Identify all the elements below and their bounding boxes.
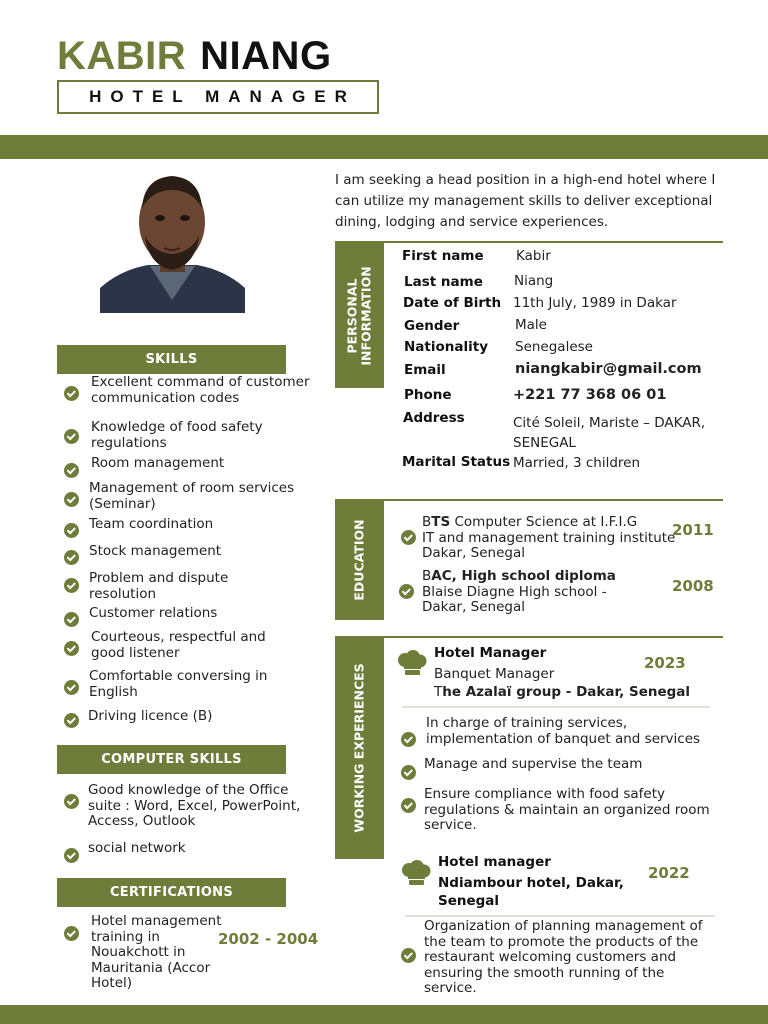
job-title: HOTEL MANAGER [89,87,356,106]
education-top-rule [335,499,723,501]
chef-hat-icon [400,860,432,890]
job-task: Organization of planning management of the team to promote the products of the restaurant welcoming customers and ensuring the smooth running of the service. [424,918,703,996]
personal-top-rule [335,241,723,243]
value-gender: Male [515,317,547,333]
last-name: NIANG [200,34,332,78]
work-label-bar [335,637,384,859]
label-email: Email [404,362,446,378]
label-date-of-birth: Date of Birth [403,295,502,311]
education-label: EDUCATION [351,519,367,601]
job-task: Manage and supervise the team [424,756,643,772]
skill-item: Room management [91,455,225,471]
value-last-name: Niang [514,273,554,289]
label-phone: Phone [404,387,452,403]
job-year-2023: 2023 [644,654,686,672]
education-item-bac: BAC, High school diploma Blaise Diagne High school - Dakar, Senegal [422,568,616,615]
job-title-hotel-manager-2: Hotel manager [438,854,551,870]
label-first-name: First name [402,248,484,264]
job-company-line2: Senegal [438,893,500,909]
check-icon [64,487,79,507]
computer-skill-item: social network [88,840,186,856]
job-divider [402,706,710,708]
check-icon [401,943,416,963]
value-phone: +221 77 368 06 01 [513,387,667,403]
skill-item: Customer relations [89,605,218,621]
first-name: KABIR [57,34,187,78]
skill-item: Comfortable conversing in English [89,668,268,700]
check-icon [399,579,414,599]
skill-item: Team coordination [89,516,214,532]
value-first-name: Kabir [516,248,551,264]
certification-item: Hotel management training in Nouakchott in Mauritania (Accor Hotel) [91,913,222,991]
job-divider [405,915,715,917]
education-year-2011: 2011 [672,521,714,539]
check-icon [64,607,79,627]
check-icon [64,518,79,538]
check-icon [64,381,79,401]
check-icon [401,525,416,545]
candidate-name [57,34,332,78]
computer-skill-item: Good knowledge of the Office suite : Word, Excel, PowerPoint, Access, Outlook [88,782,301,829]
skill-item: Driving licence (B) [88,708,213,724]
job-title-box [57,80,379,114]
chef-hat-icon [396,650,428,680]
check-icon [64,843,79,863]
education-item-bts: BTS Computer Science at I.F.I.G IT and management training institute Dakar, Senegal [422,514,676,561]
computer-skills-heading: COMPUTER SKILLS [57,745,286,774]
label-nationality: Nationality [404,339,488,355]
check-icon [64,545,79,565]
education-label-bar [335,500,384,620]
work-label: WORKING EXPERIENCES [351,663,367,833]
top-accent-bar [0,135,768,159]
check-icon [401,760,416,780]
check-icon [64,675,79,695]
skill-item: Management of room services (Seminar) [89,480,295,512]
label-gender: Gender [404,318,460,334]
check-icon [64,458,79,478]
job-company: The Azalaï group - Dakar, Senegal [434,684,691,700]
job-subtitle: Banquet Manager [434,666,555,682]
job-task: Ensure compliance with food safety regulations & maintain an organized room service. [424,786,710,833]
job-year-2022: 2022 [648,864,690,882]
label-last-name: Last name [404,274,483,290]
work-top-rule [335,636,723,638]
skill-item: Excellent command of customer communication codes [91,374,310,406]
check-icon [64,921,79,941]
certifications-heading: CERTIFICATIONS [57,878,286,907]
skill-item: Stock management [89,543,222,559]
bottom-accent-bar [0,1005,768,1024]
profile-photo [100,170,245,313]
check-icon [64,424,79,444]
skill-item: Courteous, respectful and good listener [91,629,266,661]
certification-years: 2002 - 2004 [218,930,319,948]
label-marital-status: Marital Status [402,454,511,470]
value-date-of-birth: 11th July, 1989 in Dakar [513,295,677,311]
job-task: In charge of training services, implementation of banquet and services [426,715,701,747]
check-icon [401,793,416,813]
job-title-hotel-manager: Hotel Manager [434,645,547,661]
personal-info-label-bar [335,243,384,388]
personal-info-label: PERSONAL INFORMATION [344,265,374,366]
check-icon [64,573,79,593]
skills-heading: SKILLS [57,345,286,374]
check-icon [401,727,416,747]
check-icon [64,708,79,728]
value-email[interactable]: niangkabir@gmail.com [515,361,702,377]
value-marital-status: Married, 3 children [513,455,641,471]
education-year-2008: 2008 [672,577,714,595]
check-icon [64,789,79,809]
value-nationality: Senegalese [515,339,593,355]
career-objective: I am seeking a head position in a high-end hotel where I can utilize my management skills to deliver exceptional dining, lodging and service experiences. [335,172,716,230]
skill-item: Knowledge of food safety regulations [91,419,263,451]
value-address: Cité Soleil, Mariste – DAKAR, SENEGAL [513,415,706,451]
skill-item: Problem and dispute resolution [89,570,229,602]
job-company-line1: Ndiambour hotel, Dakar, [438,875,624,891]
label-address: Address [403,410,465,426]
check-icon [64,636,79,656]
